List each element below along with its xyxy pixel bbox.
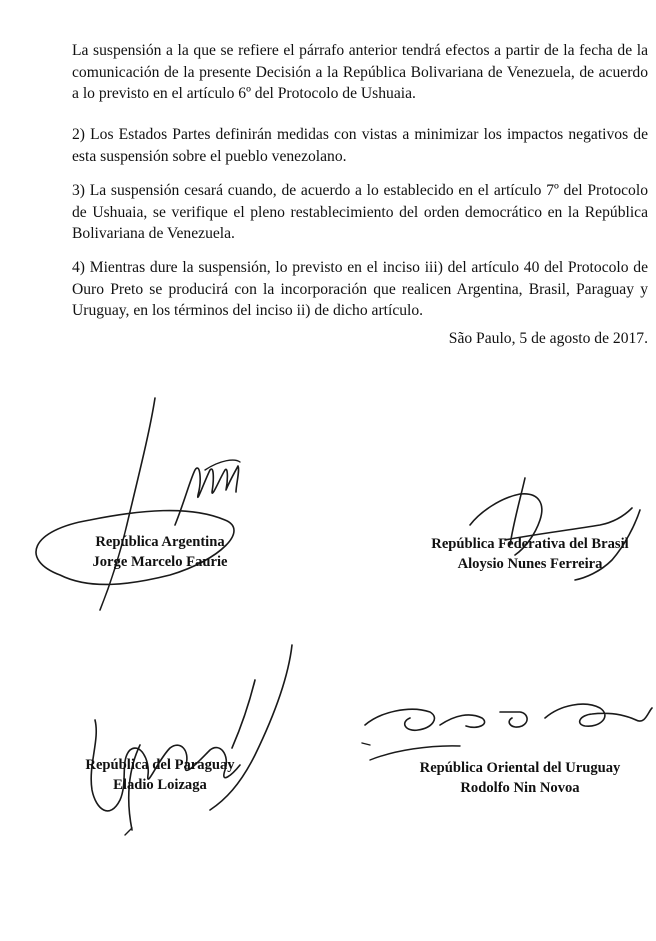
signatory-uruguay — [390, 759, 650, 798]
signature-uruguay — [362, 704, 652, 760]
paragraph-2-measures: 2) Los Estados Partes definirán medidas con vistas a minimizar los impactos negativos de esta suspensión sobre el pueblo venezolano. — [72, 126, 648, 165]
signature-argentina — [36, 398, 240, 610]
paragraph-3-cessation: 3) La suspensión cesará cuando, de acuerdo a lo establecido en el artículo 7º del Protocolo de Ushuaia, se verifique el pleno restablecimiento del orden democrático en la República Bolivariana de Venezuela. — [72, 182, 648, 242]
signatory-argentina — [30, 533, 290, 572]
signatory-name: Jorge Marcelo Faurie — [92, 553, 228, 570]
signatory-country: República del Paraguay — [85, 757, 235, 773]
signatory-country: República Oriental del Uruguay — [419, 760, 621, 776]
signatory-name: Aloysio Nunes Ferreira — [457, 555, 603, 572]
signature-paraguay — [91, 645, 292, 835]
paragraph-4-ouro-preto: 4) Mientras dure la suspensión, lo previsto en el inciso iii) del artículo 40 del Protocolo de Ouro Preto se producirá con la incorporación que realicen Argentina, Brasil, Paraguay y Uruguay, en los términos del inciso ii) de dicho artículo. — [72, 259, 648, 319]
signatory-name: Eladio Loizaga — [113, 776, 207, 793]
signatory-brasil — [400, 535, 656, 574]
signatory-name: Rodolfo Nin Novoa — [460, 779, 580, 796]
signatory-country: República Federativa del Brasil — [431, 536, 629, 552]
signatory-country: República Argentina — [95, 534, 225, 550]
signatory-paraguay — [30, 756, 290, 795]
place-and-date: São Paulo, 5 de agosto de 2017. — [448, 330, 648, 347]
paragraph-suspension-effect: La suspensión a la que se refiere el párrafo anterior tendrá efectos a partir de la fecha de la comunicación de la presente Decisión a la República Bolivariana de Venezuela, de acuerdo a lo previsto en el artículo 6º del Protocolo de Ushuaia. — [72, 42, 648, 102]
